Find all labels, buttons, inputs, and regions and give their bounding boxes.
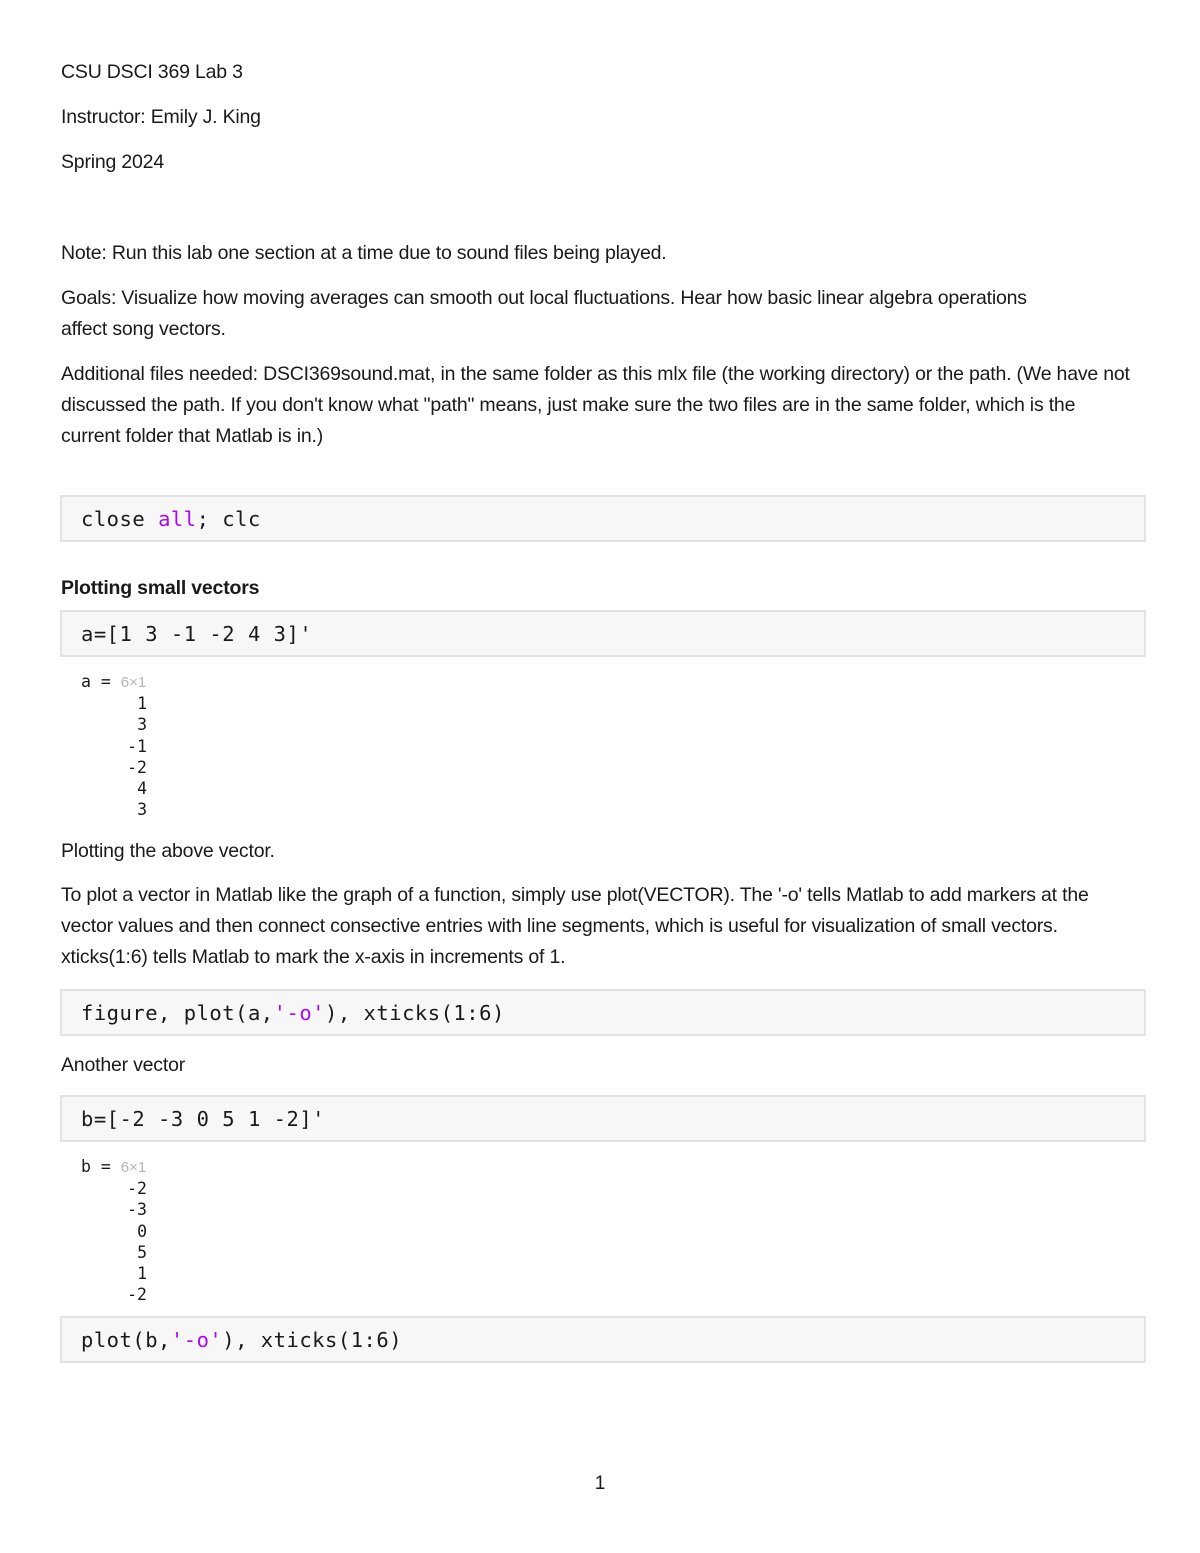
output-value: -1 (127, 736, 147, 756)
output-vector-b: b = 6×1 -2 -3 0 5 1 -2 (81, 1157, 147, 1305)
another-vector-text: Another vector (61, 1054, 186, 1076)
code-cell-plot-a[interactable] (60, 989, 1146, 1036)
output-value: 0 (137, 1221, 147, 1241)
output-var-name: a (81, 672, 91, 691)
files-paragraph: Additional files needed: DSCI369sound.mat, in the same folder as this mlx file (the working directory) or the path. (We have not discussed the path. If you don't know what "path" means, just make sure the two files are in the same folder, which is the current folder that Matlab is in.) (61, 363, 1130, 447)
code-line: a=[1 3 -1 -2 4 3]' (81, 622, 313, 646)
output-value: 3 (137, 800, 147, 820)
plot-caption: Plotting the above vector. (61, 840, 275, 862)
output-value: -2 (127, 1179, 147, 1199)
output-size: 6×1 (120, 1159, 147, 1176)
code-line: figure, plot(a,'-o'), xticks(1:6) (81, 1001, 505, 1025)
string-literal: '-o' (170, 1328, 223, 1352)
keyword-all: all (158, 507, 197, 531)
course-title: CSU DSCI 369 Lab 3 (61, 61, 243, 83)
output-var-name: b (81, 1157, 91, 1176)
goals-paragraph: Goals: Visualize how moving averages can smooth out local fluctuations. Hear how basic linear algebra operations affect song vectors. (61, 287, 1027, 340)
code-cell-close-all[interactable] (60, 495, 1146, 542)
output-size: 6×1 (120, 674, 147, 691)
output-value: -2 (127, 757, 147, 777)
note-paragraph: Note: Run this lab one section at a time due to sound files being played. (61, 242, 667, 264)
code-cell-define-a[interactable] (60, 610, 1146, 657)
output-vector-a: a = 6×1 1 3 -1 -2 4 3 (81, 672, 147, 820)
term-line: Spring 2024 (61, 151, 164, 173)
output-value: -3 (127, 1200, 147, 1220)
output-value: -2 (127, 1285, 147, 1305)
section-heading: Plotting small vectors (61, 577, 260, 599)
output-value: 3 (137, 715, 147, 735)
plot-explanation: To plot a vector in Matlab like the graph of a function, simply use plot(VECTOR). The '-o' tells Matlab to add markers at the vector values and then connect consective entries with line segments, which is useful for visualization of small vectors. xticks(1:6) tells Matlab to mark the x-axis in increments of 1. (61, 884, 1089, 968)
output-value: 4 (137, 779, 147, 799)
code-line: b=[-2 -3 0 5 1 -2]' (81, 1107, 325, 1131)
code-cell-define-b[interactable] (60, 1095, 1146, 1142)
output-value: 1 (137, 1264, 147, 1284)
output-value: 1 (137, 694, 147, 714)
code-cell-plot-b[interactable] (60, 1316, 1146, 1363)
code-line: plot(b,'-o'), xticks(1:6) (81, 1328, 403, 1352)
instructor-line: Instructor: Emily J. King (61, 106, 261, 128)
output-value: 5 (137, 1242, 147, 1262)
page-number: 1 (594, 1473, 606, 1494)
code-line: close all; clc (81, 507, 261, 531)
string-literal: '-o' (273, 1001, 326, 1025)
